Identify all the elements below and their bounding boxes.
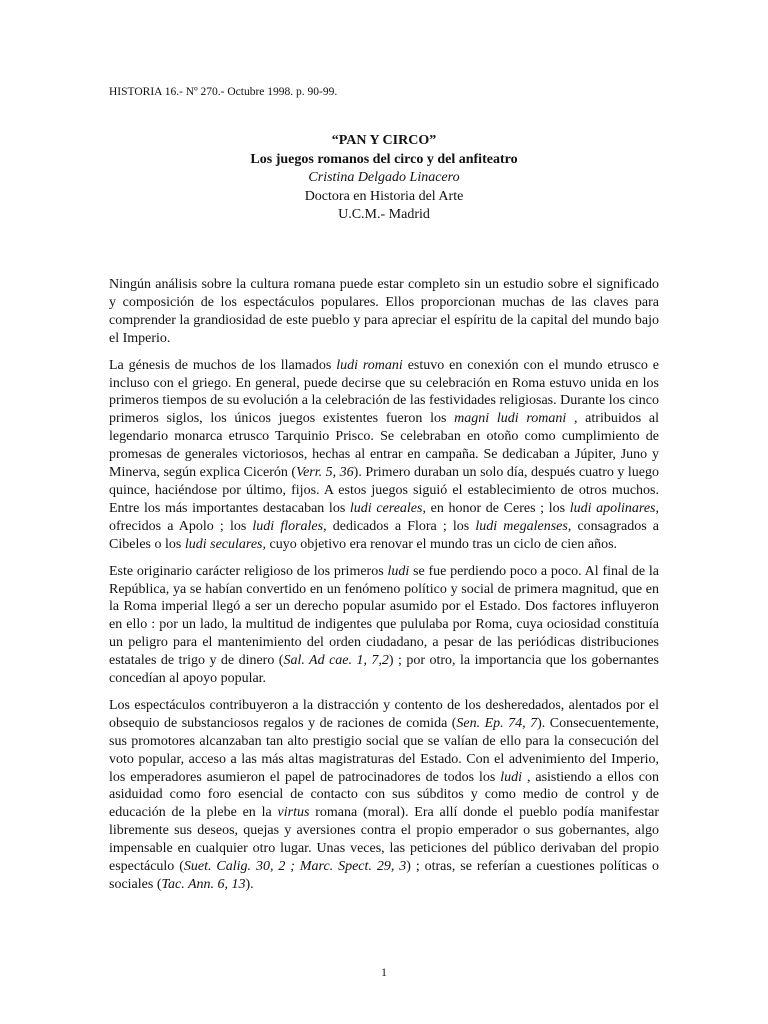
text-run: La génesis de muchos de los llamados xyxy=(109,357,337,373)
text-run: Ningún análisis sobre la cultura romana puede estar completo sin un estudio sobre el significado y composición de los espectáculos populares. Ellos proporcionan muchas de las claves para comprender la grandiosidad de este pueblo y para apreciar el espíritu de la capital del mundo bajo el Imperio. xyxy=(109,277,659,346)
author-institution: U.C.M.- Madrid xyxy=(338,207,430,222)
italic-text: ludi apolinares xyxy=(569,500,656,516)
text-run: ). Consecuentemente, sus promotores alcanzaban tan alto prestigio social que se valían de ello para la consecución del voto popular, acceso a las más altas magistraturas del Estado. Con el advenimiento del Imperio, los emperadores asumieron el papel de patrocinadores de todos los xyxy=(109,715,660,785)
author-affiliation: Doctora en Historia del Arte xyxy=(304,188,464,204)
italic-text: ludi florales xyxy=(252,518,324,534)
italic-text: Sal. Ad cae. 1, 7,2 xyxy=(283,653,389,669)
text-run: ) ; por otro, la importancia que los gobernantes concedían al apoyo popular. xyxy=(109,653,659,687)
text-run: ). Primero duraban un solo día, después cuatro y luego quince, haciéndose por último, fijos. A estos juegos siguió el establecimiento de otros muchos. Entre los más importantes destacaban los xyxy=(109,465,659,516)
italic-text: ludi cereales xyxy=(349,500,423,516)
text-run: , en honor de Ceres ; los xyxy=(422,500,570,516)
body-paragraph xyxy=(109,357,659,554)
italic-text: virtus xyxy=(277,805,310,821)
page-number: 1 xyxy=(381,967,387,979)
text-run: Los espectáculos contribuyeron a la distracción y contento de los desheredados, alentados por el obsequio de substanciosos regalos y de raciones de comida ( xyxy=(109,697,659,731)
text-run: , consagrados a Cibeles o los xyxy=(109,518,659,552)
body-paragraph xyxy=(109,697,659,894)
italic-text: Suet. Calig. 30, 2 ; Marc. Spect. 29, 3 xyxy=(183,859,407,875)
body-paragraph xyxy=(109,276,659,348)
text-run: ). xyxy=(245,877,254,892)
text-run: cuyo objetivo era renovar el mundo tras un ciclo de cien años. xyxy=(265,536,618,552)
text-run: , dedicados a Flora ; los xyxy=(323,518,476,534)
italic-text: Verr. 5, 36 xyxy=(296,465,354,481)
italic-text: Sen. Ep. 74, 7 xyxy=(456,715,538,731)
italic-text: magni ludi romani xyxy=(454,411,567,427)
text-run: Este originario carácter religioso de los primeros xyxy=(109,563,388,579)
source-citation: HISTORIA 16.- Nº 270.- Octubre 1998. p. 90-99. xyxy=(109,86,338,98)
text-run: romana (moral). Era allí donde el pueblo podía manifestar libremente sus deseos, quejas y aversiones contra el propio emperador o sus gobernantes, algo impensable en cualquier otro lugar. Unas veces, las peticiones del público derivaban del propio espectáculo ( xyxy=(109,805,659,875)
text-run: se fue perdiendo poco a poco. Al final de la República, ya se habían convertido en un fenómeno político y social de primera magnitud, que en la Roma imperial llegó a ser un derecho popular asumido por el Estado. Dos factores influyeron en ello : por un lado, la multitud de indigentes que pululaba por Roma, cuya ociosidad constituía un peligro para el mantenimiento del orden ciudadano, a pesar de las periódicas distribuciones estatales de trigo y de dinero ( xyxy=(109,563,660,669)
author-name: Cristina Delgado Linacero xyxy=(308,170,460,185)
italic-text: ludi xyxy=(387,563,410,579)
text-run: estuvo en conexión con el mundo etrusco e incluso con el griego. En general, puede decirse que su celebración en Roma estuvo unida en los primeros tiempos de su evolución a la celebración de las festividades religiosas. Durante los cinco primeros siglos, los únicos juegos existentes fueron los xyxy=(109,357,659,427)
text-run: , ofrecidos a Apolo ; los xyxy=(109,500,659,534)
italic-text: Tac. Ann. 6, 13 xyxy=(161,877,246,892)
article-header xyxy=(109,132,659,225)
article-title: “PAN Y CIRCO” xyxy=(331,133,437,148)
italic-text: ludi megalenses xyxy=(475,518,568,534)
body-paragraph xyxy=(109,563,659,688)
article-subtitle: Los juegos romanos del circo y del anfiteatro xyxy=(250,151,518,167)
article-body xyxy=(109,276,659,903)
text-run: , asistiendo a ellos con asiduidad como foro esencial de contacto con sus súbditos y como medio de control y de educación de la plebe en la xyxy=(109,769,659,821)
italic-text: ludi romani xyxy=(336,357,403,373)
italic-text: ludi seculares, xyxy=(184,536,266,552)
text-run: , atribuidos al legendario monarca etrusco Tarquinio Prisco. Se celebraban en otoño como cumplimiento de promesas de generales victoriosos, hechas al entrar en campaña. Se dedicaban a Júpiter, Juno y Minerva, según explica Cicerón ( xyxy=(109,411,659,481)
text-run: ) ; otras, se referían a cuestiones políticas o sociales ( xyxy=(109,859,659,892)
italic-text: ludi xyxy=(500,769,523,785)
